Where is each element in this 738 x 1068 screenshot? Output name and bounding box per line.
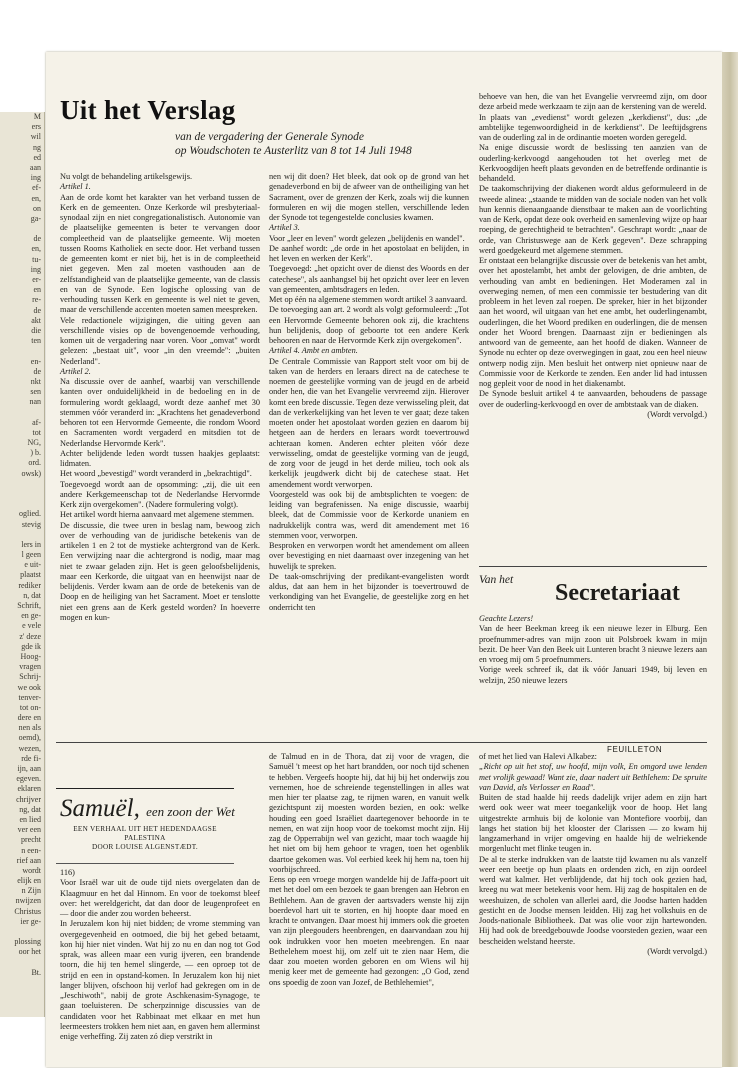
previous-page-text-line: wordt (22, 865, 41, 875)
previous-page-text-line: aan (29, 162, 41, 172)
previous-page-text-line: n Zijn (21, 886, 41, 896)
secretariaat-paragraph: Vorige week schreef ik, dat ik vóór Januari 1949, bij leven en welzijn, 250 nieuwe lezers (479, 665, 707, 685)
verslag-paragraph: De aanhef wordt: „de orde in het apostolaat en belijden, in het leven en werken der Kerk". (269, 243, 469, 263)
previous-page-text-line: vragen (19, 662, 41, 672)
previous-page-text-line: n een- (21, 845, 41, 855)
verslag-paragraph: Het woord „bevestigd" wordt veranderd in „bekrachtigd". (60, 469, 252, 479)
previous-page-text-line: plaatst (20, 570, 41, 580)
previous-page-text-line: M (33, 112, 41, 121)
verslag-paragraph: Achter belijdende leden wordt tussen haakjes geplaatst: lidmaten. (60, 448, 260, 468)
previous-page-text-line: l geen (21, 550, 41, 560)
verslag-column-2 (269, 172, 469, 613)
previous-page-text-line (0, 479, 44, 489)
verslag-paragraph: De Synode besluit artikel 4 te aanvaarden, behoudens de passage over de ouderling-kerkvoogd en over de ambtstaak van de diaken. (479, 389, 707, 409)
verslag-paragraph: Besproken en verworpen wordt het amendement om alleen over bevestiging en niet daarnaast over inzegening van het huwelijk te spreken. (269, 541, 469, 571)
previous-page-text-line: ga- (30, 213, 41, 223)
verslag-paragraph: Met op één na algemene stemmen wordt artikel 3 aanvaard. (269, 295, 468, 304)
article-title: Uit het Verslag (60, 95, 236, 125)
feuilleton-label: FEUILLETON (607, 745, 663, 754)
verslag-paragraph: behoeve van hen, die van het Evangelie vervreemd zijn, om door deze arbeid mede werkzaam te zijn aan de kerstening van de wereld. (479, 92, 707, 112)
previous-page-text-line: ord. (28, 458, 41, 468)
previous-page-text-line: en, (31, 193, 41, 203)
previous-page-text-line: ed (33, 152, 41, 162)
feuilleton-title-rest: een zoon der Wet (146, 804, 235, 819)
verslag-paragraph: Na enige discussie wordt de beslissing ten aanzien van de ouderling-kerkvoogd aangehouden tot het overleg met de Kerkvoogdijen heeft plaats gevonden en de betreffende ordinantie is behandeld. (479, 143, 707, 183)
verslag-column-1 (60, 172, 260, 623)
previous-page-text-line: oemd), (18, 733, 41, 743)
verslag-paragraph: Aan de orde komt het karakter van het verband tussen de Kerk en de gemeenten. Onze Kerkorde wil presbyteriaal-synodaal zijn en niet congregationalistisch. Autonomie van de plaatselijke gemeenten is beter te vervangen door compleetheid van de plaatselijke gemeente. Wij moeten tussen Rooms Katholiek en secte door. Het verband tussen de gemeenten komt er niet bij, het is in de compleetheid niet gegeven. Men zal moeten vasthouden aan de zelfstandigheid van de plaatselijke gemeente, van de classis en van de Synode. Een logische oplossing van de verhouding tussen Kerk en gemeente is wel niet te geven, maar de verschillende accenten moeten samen meespreken. (60, 192, 260, 315)
verslag-paragraph: De toevoeging aan art. 2 wordt als volgt geformuleerd: „Tot een Hervormde Gemeente behoren ook zij, die krachtens hun belijdenis, doop of geboorte tot een andere Kerk behooren en naar de Hervormde Kerk zijn overgekomen". (269, 305, 469, 345)
previous-page-text-line: sen (30, 387, 41, 397)
previous-page-text-line: lers in (21, 539, 41, 549)
previous-page-text-line: chrijver (16, 794, 41, 804)
previous-page-text-line: oor het (18, 947, 41, 957)
feuilleton-installment-number: 116) (60, 868, 75, 877)
previous-page-text-line: tu- (32, 254, 41, 264)
previous-page-text-line: af- (32, 417, 41, 427)
verslag-paragraph: De taakomschrijving der diakenen wordt aldus geformuleerd in de tweede alinea: „staande te midden van de sociale noden van het volk hun kennis dienaangaande dienstbaar te maken aan de voorlichting van de Kerk, opdat deze ook overheid en samenleving wijze op haar roeping, de gerechtigheid te betrachten". Geschrapt wordt: „naar de orde, van Christuswege aan de Kerk gegeven". Deze schrapping werd goedgekeurd met algemene stemmen. (479, 184, 707, 255)
previous-page-text-line: dere en (17, 713, 41, 723)
feuilleton-paragraph: Voor Israël war uit de oude tijd niets overgelaten dan de Klaagmuur en het dal Hinnom. En voor de toekomst bleef over: het wereldgericht, dat dan door de leugenprofeet en — door die ander zou worden beheerst. (60, 878, 260, 918)
verslag-paragraph: Na discussie over de aanhef, waarbij van verschillende kanten over onduidelijkheid in de bedoeling en in de formulering wordt geklaagd, wordt deze aanhef met 30 stemmen vóór veranderd in: „Krachtens het genadeverbond behoren tot een Hervormde Gemeente, die rondom Woord en Sacramenten wordt vergaderd en mitsdien tot de Nederlandse Hervormde Kerk". (60, 377, 260, 448)
secretariaat-body (479, 614, 707, 686)
previous-page-text-line: precht (21, 835, 41, 845)
previous-page-text-line: ijn, aan (17, 764, 41, 773)
secretariaat-paragraph: Geachte Lezers! (479, 614, 534, 623)
feuilleton-paragraph: Buiten de stad haalde hij reeds dadelijk vrijer adem en zijn hart werd ook weer wat meer toegankelijk voor de hoop. Het lang uitgestrekte armhuis bij de kolonie van Montefiore voorbij, dan langs het station bij het klooster der Clarissen — zo kwam hij langzamerhand in vrijer omgeving en haalde hij de welriekende morgenlucht met flinke teugen in. (479, 793, 707, 854)
previous-page-text-line: wezen, (18, 743, 41, 753)
previous-page-text-line (0, 407, 44, 417)
previous-page-text-line: ef- (32, 183, 41, 193)
previous-page-text-line: en (33, 285, 41, 295)
previous-page-text-line: owsk) (21, 468, 41, 478)
previous-page-text-line: we ook (17, 682, 41, 692)
feuilleton-poem: „Richt op uit het stof, uw hoofd, mijn volk, En omgord uwe lenden met vrolijk gewaad! Want zie, daar nadert uit Bethlehem: De spruite van David, als Verlosser en Raad". (479, 762, 707, 792)
wordt-vervolgd-note: (Wordt vervolgd.) (647, 946, 707, 956)
previous-page-text-line: elijk en (17, 876, 41, 886)
previous-page-text-line: gde ik (21, 641, 41, 651)
previous-page-text-line: e uit- (24, 560, 41, 570)
previous-page-text-line: NG, (27, 438, 41, 447)
previous-page-text-line (0, 346, 44, 356)
previous-page-text-line (0, 530, 44, 540)
previous-page-text-line: de (33, 305, 41, 315)
previous-page-text-line: nwijzen (15, 896, 41, 906)
feuilleton-paragraph: de Talmud en in de Thora, dat zij voor de vragen, die Samuël 't meest op het hart brandden, oor noch tijd schenen te hebben. Vergeefs hoopte hij, dat hij bij het onderwijs zou vernemen, hoe de schreiende tegenstellingen in alles wat men hier ter plaatse zag, te rijmen waren, en vanuit welk gezichtspunt zij moesten worden bezien, en ook: welke houding een goed Israëliet daartegenover behoorde in te nemen, en wat zijn hoop voor de toekomst mocht zijn. Hij zag de Opperrabijn wel van gezicht, maar toch waagde hij het niet om bij hem gehoor te vragen, toen het ogenblik daartoe gekomen was. Vol eerbied keek hij hem na, toen hij voorbijschreed. (269, 752, 469, 874)
verslag-paragraph: Artikel 4. Ambt en ambten. (269, 346, 358, 356)
previous-page-text-line: egeven. (16, 774, 41, 784)
feuilleton-paragraph: In Jeruzalem kon hij niet bidden; de vrome stemming van overgegevenheid en ootmoed, die bij het gebed betaamt, kon hij hier niet vinden. Wat hij zo nu en dan nog tot God sprak, was alleen maar een vurig ijveren, een brandende toorn, die hij ten hemel slingerde, — een oproep tot de strijd en een in opstand-komen. In Jeruzalem kon hij niet langer blijven, ofschoon hij verlof had gekregen om in de „Jeschiwoth", nabij de grote Aschkenasim-Synagoge, te gaan toeluisteren. De scherpzinnige discussies van de candidaten voor het Rabbinaat met elkaar en met hun leermeesters trokken hem niet aan, en gaven hem allerminst enige verheffing. Zij zaten zó diep verstrikt in (60, 919, 260, 1041)
previous-page-text-line: ing (30, 264, 41, 274)
feuilleton-column-1 (60, 868, 260, 1042)
previous-page-text-line: en lied (19, 814, 41, 824)
previous-page-text-line: Bt. (31, 967, 41, 977)
previous-page-text-line: rief aan (16, 855, 41, 865)
previous-page-text-line: de (33, 234, 41, 244)
previous-page-text-line: rde fi- (21, 753, 41, 763)
previous-page-text-line: tenver- (18, 692, 41, 702)
previous-page-text-line: tot on- (19, 702, 41, 712)
previous-page-text-line: wil (30, 132, 41, 142)
feuilleton-column-3 (479, 752, 707, 957)
verslag-paragraph: Artikel 3. (269, 223, 300, 233)
previous-page-text-line: ing (30, 173, 41, 183)
verslag-paragraph: In plaats van „evedienst" wordt gelezen „kerkdienst", dus: „de ambtelijke tegenwoordigheid in de kerkdienst". De leeftijdsgrens van de ouderling zal in de ordinantie moeten worden geregeld. (479, 112, 707, 142)
previous-page-text-line: en, (31, 244, 41, 254)
previous-page-text-line (0, 489, 44, 499)
previous-page-text-line: ers (31, 122, 41, 132)
feuilleton-paragraph: Eens op een vroege morgen wandelde hij de Jaffa-poort uit met het doel om een bezoek te gaan brengen aan Hebron en Bethlehem. Aan de graven der aartsvaders wenste hij zijn boerdevol hart uit te storten, en hij hoopte daar moed en kracht te ontvangen. Daar moest hij immers ook die groeten van zijn pleegouders heenbrengen, en daarvandaan zou hij ook indrukken voor hen moeten meebrengen. En naar Bethelehem moest hij, om zelf uit te zien naar Hem, die daar zou moeten worden geboren en om Wiens wil hij menig keer met de gemeente had gezongen: „O God, zend ons spoedig de zoon van Jozef, de Bethlehemiet", (269, 875, 469, 987)
previous-page-text-line: die (31, 325, 41, 335)
verslag-paragraph: Voorgesteld was ook bij de ambtsplichten te voegen: de leiding van begrafenissen. Na enige discussie, waarbij bleek, dat de Commissie voor de Kerkorde unaniem en nadrukkelijk contra was, werd dit amendement met 16 stemmen voor, verworpen. (269, 489, 469, 540)
feuilleton-author: DOOR LOUISE ALGENSTÆDT. (92, 843, 198, 851)
previous-page-edge (0, 112, 45, 1017)
previous-page-text-line: tot (32, 427, 41, 437)
previous-page-text-line: Schrift, (17, 601, 41, 610)
feuilleton-paragraph: De al te sterke indrukken van de laatste tijd kwamen nu als vanzelf weer een beetje op hun plaats en ordenden zich, en zijn oordeel werd wat kalmer. Het verblijdende, dat hij toch ook gezien had, kreeg nu wat meer betekenis voor hem. Hij zag de hospitalen en de weeshuizen, de scholen van allerlei aard, die Joodse harten hadden gesticht en de Joodse mensen leidden. Hij zag het volkshuis en de Joods-nationale Bibliotheek. Dat was olie voor zijn hartewonden. Hij had ook de breedgebouwde Joodse voorsteden gezien, waar een bescheiden welstand heerste. (479, 854, 707, 946)
previous-page-text-line: rediker (18, 580, 41, 590)
previous-page-text-line: plossing (14, 937, 41, 947)
previous-page-text-line (0, 224, 44, 234)
previous-page-text-line: Hoog- (20, 651, 41, 661)
previous-page-text-line: Schrij- (19, 672, 41, 682)
previous-page-text-line: ier ge- (20, 916, 41, 926)
previous-page-text-line: z' deze (19, 631, 41, 641)
previous-page-text-line: er- (32, 275, 41, 284)
verslag-paragraph: Vele redactionele wijzigingen, die uiting geven aan verschillende visies op de bovengenoemde verhouding, komen uit de vergadering naar voren. Voor „omvat" wordt gelezen: „bestaat uit", voor „in den vreemde": „buiten Nederland". (60, 315, 260, 366)
previous-page-text-line: re- (32, 295, 41, 305)
verslag-paragraph: Er ontstaat een belangrijke discussie over de betekenis van het ambt, over het apostelambt, het ambt der gelovigen, de drie ambten, de verhouding van ambt en bedieningen. Het Moderamen zal in overweging nemen, of men een commissie ter bestudering van dit probleem in het leven zal roepen. De spreker, hier in het bijzonder aan het woord, wil uitgaan van het ene ambt, het ouderlingenambt, ouderlingen, die het Woord prediken en ouderlingen, die de mensen onder het Woord brengen. Daarnaast zijn er bedieningen als antwoord van de gemeente, aan het hoofd de diaken. Wanneer de Synode nu echter op deze overwegingen in gaat, zou een heel nieuw ontwerp nodig zijn. Men besluit het ontwerp niet opnieuw naar de Commissie voor de Kerkorde te zenden. Een ander lid had intussen nog gepleit voor de nood in het diakenambt. (479, 256, 707, 388)
verslag-paragraph: Voor „leer en leven" wordt gelezen „belijdenis en wandel". (269, 233, 465, 243)
feuilleton-paragraph: of met het lied van Halevi Alkabez: (479, 752, 597, 761)
verslag-paragraph: De Centrale Commissie van Rapport stelt voor om bij de taken van de herders en leraars direct na de catechese te noemen de geestelijke vorming van de jeugd en de arbeid onder hen, die van het Evangelie vervreemd zijn. Hierover komt een brede discussie. Tegen deze verwisseling pleit, dat dan de verkerkelijking van het leven te ver gaat; deze taken moeten onder het apostolaat worden gezien en daarom bij hetgeen aan de herders en leraars wordt toevertrouwd achteraan komen. Anderen echter pleiten vóór deze verwisseling, omdat de geestelijke vorming van de jeugd, de zorg voor de jeugd in het derde milieu, toch ook als kerkelijk jeugdwerk dicht bij de catechese staat. Het amendement wordt verworpen. (269, 356, 469, 489)
article-subtitle-1: van de vergadering der Generale Synode (175, 131, 364, 143)
previous-page-text-line: n, dat (23, 590, 41, 600)
previous-page-text-line: en- (30, 356, 41, 366)
feuilleton-subtitle-1: EEN VERHAAL UIT HET HEDENDAAGSE (73, 825, 217, 833)
feuilleton-subtitle-2: PALESTINA (124, 834, 166, 842)
previous-page-text-line: akt (31, 315, 41, 325)
previous-page-text-line: ng (33, 142, 41, 152)
verslag-paragraph: Het artikel wordt hierna aanvaard met algemene stemmen. (60, 510, 254, 520)
verslag-paragraph: Toegevoegd: „het opzicht over de dienst des Woords en der catechese", als aanhangsel bij het opzicht over leer en leven van gemeenten, ambtsdragers en leden. (269, 264, 469, 294)
verslag-paragraph: Artikel 1. (60, 182, 91, 192)
previous-page-text-line: ) b. (30, 448, 41, 458)
previous-page-text-line: nan (29, 397, 41, 407)
feuilleton-heading (60, 795, 235, 852)
previous-page-text-line: ng, dat (19, 804, 41, 814)
previous-page-text-line (0, 499, 44, 509)
wordt-vervolgd-note: (Wordt vervolgd.) (647, 409, 707, 419)
verslag-paragraph: De taak-omschrijving der predikant-evangelisten wordt aldus, dat aan hem in het bijzonder is toevertrouwd de verkondiging van het Evangelie, de geestelijke zorg en het onderricht ten (269, 571, 469, 612)
page-binding (722, 52, 738, 1067)
previous-page-text-line: e vele (22, 621, 41, 631)
previous-page-text-line: de (33, 366, 41, 376)
previous-page-text-line: oglied. (19, 509, 41, 519)
previous-page-text-line: eklaren (17, 784, 41, 794)
verslag-paragraph: De discussie, die twee uren in beslag nam, bewoog zich over de verhouding van de juridische betekenis van de artikelen 1 en 2 tot de mystieke achtergrond van de Kerk. Een verwijzing naar die achtergrond is nodig, maar mag niet te zwaar geladen zijn. Het is geen geloofsbelijdenis, maar een Kerkorde, die uitgaat van en heenwijst naar de belijdenis. Verder kwam aan de orde de betekenis van de Doop en de heiliging van het Sacrament. Moet er tenslotte niet een grens aan de Kerk gesteld worden? In hoeverre mogen en kun- (60, 520, 260, 622)
verslag-paragraph: Toegevoegd wordt aan de opsomming: „zij, die uit een andere Kerkgemeenschap tot de Nederlandse Hervormde Kerk zijn overgekomen". (Nadere formulering volgt). (60, 479, 260, 509)
previous-page-text-line: ver een (17, 825, 41, 835)
previous-page-text-line (0, 958, 44, 968)
feuilleton-title (60, 795, 235, 825)
previous-page-text-line: on (33, 203, 41, 213)
secretariaat-title: Secretariaat (555, 580, 680, 606)
verslag-column-3 (479, 92, 707, 420)
previous-page-text-line: en ge- (21, 611, 41, 621)
verslag-paragraph: Nu volgt de behandeling artikelsgewijs. (60, 172, 193, 181)
secretariaat-rule (479, 566, 707, 567)
feuilleton-rule (56, 742, 707, 743)
previous-page-text-line (0, 927, 44, 937)
verslag-paragraph: nen wij dit doen? Het bleek, dat ook op de grond van het genadeverbond en bij de afweer van de ontheiliging van het Sacrament, over de grenzen der Kerk, zoals wij die kunnen formuleren en wij die mogen stellen, verschillende leden der Synode tot tegengestelde conclusies kwamen. (269, 172, 469, 222)
secretariaat-paragraph: Van de heer Beekman kreeg ik een nieuwe lezer in Elburg. Een proefnummer-adres van mijn zoon uit Polsbroek kwam in mijn bezit. De heer Van den Beek uit Lunteren bracht 3 nieuwe lezers aan en vroeg mij om 5 proefnummers. (479, 624, 707, 664)
feuilleton-title-main: Samuël, (60, 795, 140, 822)
previous-page-text-line: stevig (21, 519, 41, 529)
previous-page-text-line: Christus (14, 906, 41, 916)
previous-page-text-line: nkt (30, 376, 41, 386)
feuilleton-column-2 (269, 752, 469, 988)
article-subtitle-2: op Woudschoten te Austerlitz van 8 tot 14 Juli 1948 (175, 145, 412, 157)
secretariaat-kicker: Van het (479, 574, 514, 586)
previous-page-text-line: ten (31, 336, 41, 346)
previous-page-text-line: nen als (18, 723, 41, 733)
verslag-paragraph: Artikel 2. (60, 366, 91, 376)
